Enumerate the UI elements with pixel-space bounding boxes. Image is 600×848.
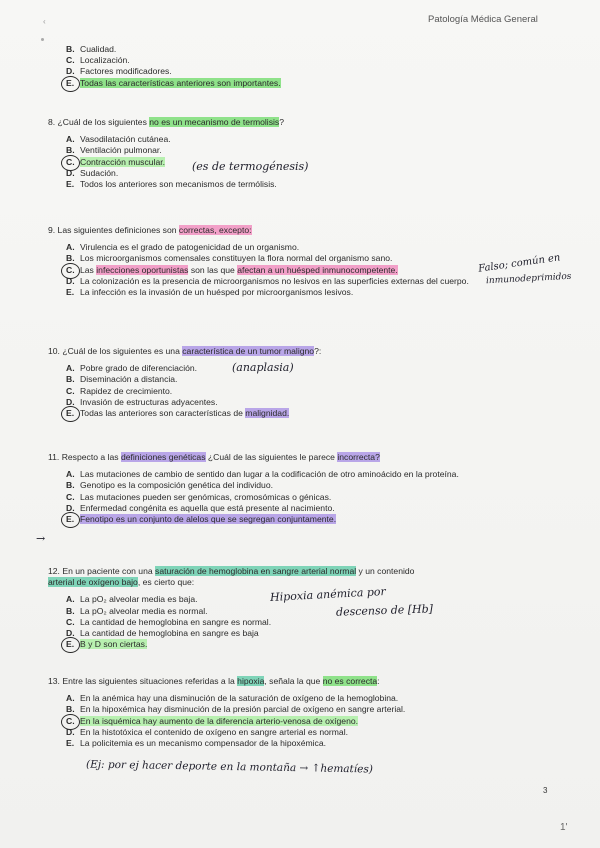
option-c: C. Contracción muscular. (48, 157, 548, 168)
option-a: A. Vasodilatación cutánea. (66, 134, 171, 145)
question-13 (48, 676, 548, 749)
question-7-tail (48, 44, 548, 89)
corner-tick: ‹ (43, 17, 46, 26)
option-b: B. Los microorganismos comensales constituyen la flora normal del organismo sano. (66, 253, 393, 264)
question-10-stem: 10. ¿Cuál de los siguientes es una característica de un tumor maligno?: (48, 346, 322, 356)
option-b: B. En la hipoxémica hay disminución de la presión parcial de oxígeno en sangre arterial. (66, 704, 406, 715)
option-b: B. Genotipo es la composición genética del individuo. (66, 480, 274, 491)
question-10 (48, 346, 548, 419)
option-b: B. Diseminación a distancia. (66, 374, 178, 385)
hole-mark (41, 38, 44, 41)
option-c: C. Localización. (66, 55, 130, 66)
option-d: D. En la histotóxica el contenido de oxígeno en sangre arterial es normal. (66, 726, 349, 737)
option-e: E. La policitemia es un mecanismo compensador de la hipoxémica. (66, 738, 327, 749)
corner-mark: 1' (560, 822, 568, 833)
option-d: D. Enfermedad congénita es aquella que está presente al nacimiento. (66, 502, 335, 513)
option-d: D. Factores modificadores. (66, 66, 172, 77)
handwritten-note-q13: (Ej: por ej hacer deporte en la montaña → ↑hematíes) (85, 758, 373, 776)
handwritten-note-q12-line1: Hipoxia anémica por (269, 584, 387, 605)
option-e: E. Todas las anteriores son características de malignidad. (48, 408, 548, 419)
question-9-stem: 9. Las siguientes definiciones son correctas, excepto: (48, 225, 252, 235)
question-9 (48, 225, 548, 298)
handwritten-note-q9-line1: Falso; común en (477, 252, 562, 275)
question-8-stem: 8. ¿Cuál de los siguientes no es un mecanismo de termolisis? (48, 117, 284, 127)
option-b: B. Cualidad. (66, 44, 117, 54)
option-c: C. Rapidez de crecimiento. (66, 385, 173, 396)
option-c: C. La cantidad de hemoglobina en sangre es normal. (66, 616, 272, 627)
option-e: E. Todos los anteriores son mecanismos de termólisis. (66, 179, 277, 190)
option-b: B. La pO₂ alveolar media es normal. (66, 605, 208, 616)
option-a: A. En la anémica hay una disminución de la saturación de oxígeno de la hemoglobina. (66, 693, 399, 704)
option-c: C. Las infecciones oportunistas son las que afectan a un huésped inmunocompetente. (48, 265, 548, 276)
handwritten-note-q8: (es de termogénesis) (192, 160, 309, 173)
question-12 (48, 566, 548, 650)
option-e: E. Todas las características anteriores son importantes. (48, 78, 548, 89)
option-b: B. Ventilación pulmonar. (66, 145, 162, 156)
option-a: A. Virulencia es el grado de patogenicidad de un organismo. (66, 242, 300, 253)
option-d: D. Sudación. (66, 167, 119, 178)
handwritten-note-q9-line2: inmunodeprimidos (485, 271, 572, 287)
question-12-stem: 12. En un paciente con una saturación de hemoglobina en sangre arterial normal y un contenido arterial de oxígeno bajo, es cierto que: (48, 566, 415, 588)
option-d: D. Invasión de estructuras adyacentes. (66, 396, 218, 407)
option-e: E. B y D son ciertas. (48, 639, 548, 650)
handwritten-note-q10: (anaplasia) (232, 361, 294, 374)
option-e: E. Fenotipo es un conjunto de alelos que se segregan conjuntamente. (48, 514, 548, 525)
option-c: C. Las mutaciones pueden ser genómicas, cromosómicas o génicas. (66, 491, 332, 502)
option-c: C. En la isquémica hay aumento de la diferencia arterio-venosa de oxígeno. (48, 716, 548, 727)
question-13-stem: 13. Entre las siguientes situaciones referidas a la hipoxia, señala la que no es correcta: (48, 676, 380, 686)
option-e: E. La infección es la invasión de un huésped por microorganismos lesivos. (66, 287, 354, 298)
arrow-mark-icon: → (36, 532, 46, 545)
option-a: A. La pO₂ alveolar media es baja. (66, 594, 198, 605)
option-d: D. La colonización es la presencia de microorganismos no lesivos en las superficies externas del cuerpo. (66, 275, 469, 286)
option-d: D. La cantidad de hemoglobina en sangre es baja (66, 628, 259, 639)
page-header: Patología Médica General (428, 14, 538, 25)
question-11 (48, 452, 548, 525)
question-11-stem: 11. Respecto a las definiciones genéticas ¿Cuál de las siguientes le parece incorrecta? (48, 452, 380, 462)
option-a: A. Pobre grado de diferenciación. (66, 363, 198, 374)
handwritten-note-q12-line2: descenso de [Hb] (335, 602, 434, 619)
option-a: A. Las mutaciones de cambio de sentido dan lugar a la codificación de otro aminoácido en la proteína. (66, 469, 459, 480)
page-number: 3 (543, 786, 548, 795)
question-8 (48, 117, 548, 190)
